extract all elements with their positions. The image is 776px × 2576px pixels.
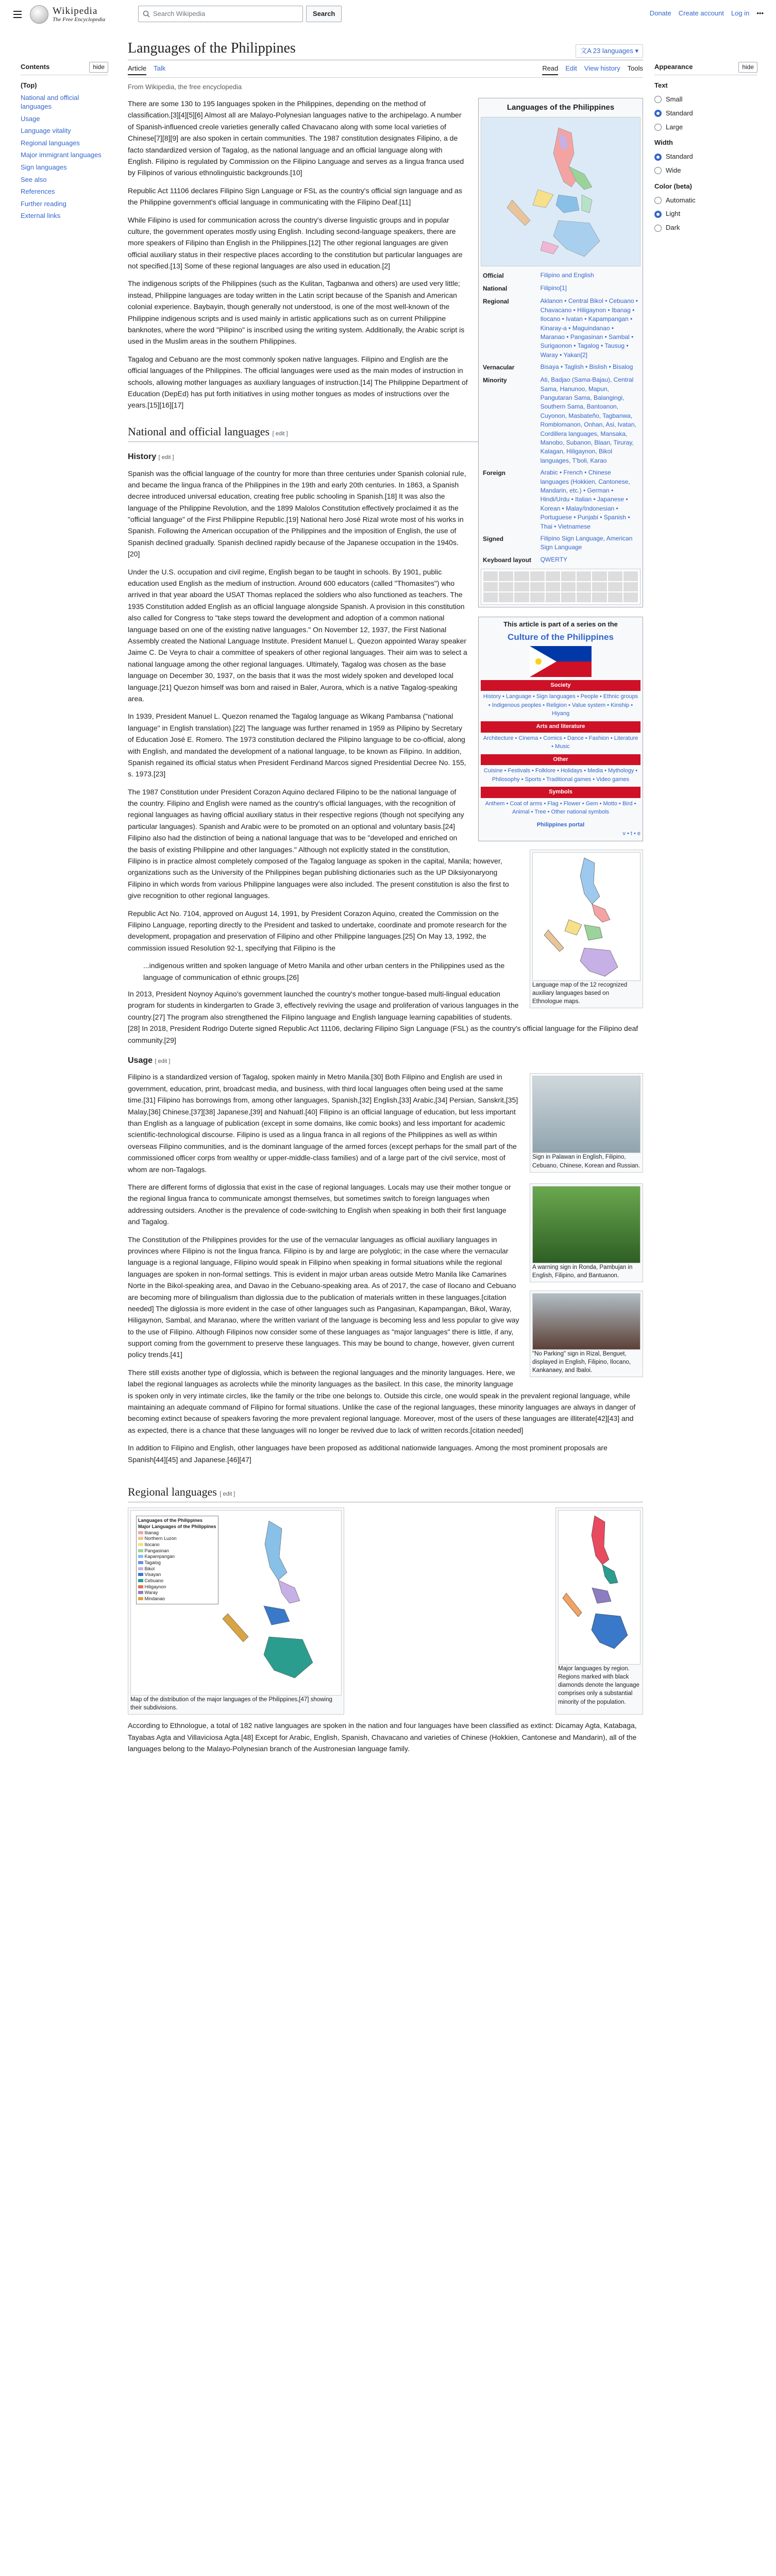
more-menu-icon[interactable]: ••• [756,9,764,17]
regional-paragraph: According to Ethnologue, a total of 182 native languages are spoken in the nation and four languages have been classified as extinct: Dicamay Agta, Katabaga, Tayabas Agta and Villaviciosa Agta.[48] Except for Arabic, English, Spanish, Chavacano and varieties of Chinese (Hokkien, Cantonese and Mandarin), all of the languages belong to the Malayo-Polynesian branch of the Austronesian language family. [128,1721,637,1753]
philippine-flag-icon [530,646,592,677]
radio-label: Automatic [666,196,696,204]
lead-paragraph: The indigenous scripts of the Philippines (such as the Kulitan, Tagbanwa and others) are used very little; instead, Philippine languages are today written in the Latin script because of the Spanish and American colonial experience. Baybayin, though generally not understood, is one of the most well-known of the Philippine indigenous scripts and is used mainly in artistic applications such as on current Philippine banknotes, where the word "Pilipino" is inscribed using the writing system. Additionally, the Arabic script is used in the Muslim areas in the southern Philippines. [128,279,465,346]
radio-standard[interactable] [654,108,757,119]
lead-paragraph: Tagalog and Cebuano are the most commonly spoken native languages. Filipino and English are the official languages of the Philippines. The official languages were used as the main modes of instruction in schools, allowing mother languages as auxiliary languages of instruction.[14] The Philippine Department of Education (DepEd) has put forth initiatives in using mother tongues as modes of instructions over the years.[15][16][17] [128,354,468,410]
search-placeholder: Search Wikipedia [153,9,206,18]
toc-item[interactable]: External links [21,212,61,220]
section-title: Regional languages [128,1485,217,1498]
tagline: The Free Encyclopedia [53,16,106,23]
navbox-section-heading: Other [481,754,640,766]
sign-figure-no-parking [530,1291,643,1377]
lead-paragraph: There are some 130 to 195 languages spoken in the Philippines, depending on the method of classification.[3][4][5][6] Almost all are Malayo-Polynesian languages native to the archipelago. A number of Spanish-influenced creole varieties generally called Chavacano along with some local varieties of Chinese[7][8][9] are also spoken in certain communities. The 1987 constitution designates Filipino, a de facto standardized version of Tagalog, as the national language and an official language along with English. Filipino is regulated by Commission on the Filipino Language and serves as a lingua franca used by Filipinos of various ethnolinguistic backgrounds.[10] [128,99,464,177]
appearance-header [654,62,757,75]
radio-label: Standard [666,109,693,117]
infobox-key: Vernacular [483,364,515,371]
regional-map-image-1[interactable] [130,1510,342,1696]
lead-paragraph: While Filipino is used for communication across the country's diverse linguistic groups and in popular culture, the government operates mostly using English. Including second-language speakers, there are more speakers of Filipino than English in the Philippines.[12] The other regional languages are given official auxiliary status in their respective places according to the constitution but particular languages are not specified.[13] Some of these regional languages are also used in education.[2] [128,215,463,270]
radio-automatic[interactable] [654,195,757,206]
search-icon [143,10,150,18]
regional-gallery [128,1507,643,1715]
toc-item[interactable]: References [21,188,55,196]
navbox-section-heading: Society [481,680,640,691]
history-paragraph: In 2013, President Noynoy Aquino's government launched the country's mother tongue-based multi-lingual education program for students in kindergarten to Grade 3, effectively reviving the usage and proliferation of various languages in the country.[27] The program also strengthened the Filipino language and English language learning capabilities of students.[28] In 2018, President Rodrigo Duterte signed Republic Act 11106, declaring Filipino Sign Language (FSL) as the country's official language for the Filipino deaf community.[29] [128,989,638,1044]
infobox-key: Minority [483,377,507,384]
infobox-table [481,269,640,567]
subsection-title: Usage [128,1056,153,1065]
infobox-key: Keyboard layout [483,556,532,564]
navbox-section-links[interactable]: Anthem • Coat of arms • Flag • Flower • Gem • Motto • Bird • Animal • Tree • Other national symbols [485,800,636,816]
infobox-row [481,374,640,467]
usage-paragraph: In addition to Filipino and English, other languages have been proposed as additional nationwide languages. Among the most prominent proposals are Spanish[44][45] and Japanese.[46][47] [128,1444,608,1464]
radio-width-wide[interactable] [654,165,757,176]
legend-title: Languages of the Philippines [138,1518,203,1523]
history-paragraph: Spanish was the official language of the country for more than three centuries under Spanish colonial rule, and became the lingua franca of the Philippines in the 19th and early 20th centuries. In 1863, a Spanish decree introduced universal education, creating free public schooling in Spanish.[18] It was also the language of the Philippine Revolution, and the 1899 Malolos Constitution effectively proclaimed it as the "official language" of the First Philippine Republic.[19] National hero José Rizal wrote most of his works in Spanish. Following the American occupation of the Philippines and the imposition of English, the use of Spanish declined gradually. Spanish declined rapidly because of the Japanese occupation in the 1940s.[20] [128,469,466,558]
tab-tools[interactable]: Tools [627,64,643,73]
radio-light[interactable] [654,209,757,219]
navbox-section-links[interactable]: Cuisine • Festivals • Folklore • Holidays • Media • Mythology • Philosophy • Sports • Traditional games • Video games [483,768,638,783]
width-label: Width [654,139,673,147]
edit-link[interactable]: [ edit ] [220,1490,235,1497]
infobox-row [481,361,640,374]
no-parking-sign-image[interactable] [532,1293,640,1350]
lead-paragraph: Republic Act 11106 declares Filipino Sign Language or FSL as the country's official sign language and as the Philippine government's official language in communicating with the Filipino Deaf.[11] [128,186,462,207]
navbox-head: This article is part of a series on the [503,620,618,628]
radio-small[interactable] [654,94,757,105]
palawan-sign-image[interactable] [532,1076,640,1153]
regional-map-graphic-2 [559,1511,641,1660]
table-of-contents [21,62,108,222]
wordmark: Wikipedia [53,6,98,17]
culture-navbox [478,617,643,841]
title-row [128,39,643,60]
tab-talk[interactable]: Talk [154,64,166,73]
radio-label: Light [666,210,681,218]
page-title: Languages of the Philippines [128,40,296,56]
legend-item: Visayan [138,1572,216,1578]
toc-header [21,62,108,75]
tab-article[interactable]: Article [128,63,146,75]
globe-icon [30,5,48,24]
radio-icon [654,211,662,218]
section-title: National and official languages [128,425,270,438]
regional-map-figure-1 [128,1507,344,1715]
toc-item[interactable]: National and official languages [21,93,79,111]
history-paragraph: Republic Act No. 7104, approved on August 14, 1991, by President Corazon Aquino, created the Commission on the Filipino Language, reporting directly to the President and tasked to undertake, coordinate and promote research for the development, propagation and preservation of Filipino and other Philippine languages.[25] On May 13, 1992, the commission issued Resolution 92-1, specifying that Filipino is the [128,909,507,952]
regional-map-graphic-1 [212,1516,336,1691]
warning-sign-image[interactable] [532,1186,640,1263]
infobox-key: Regional [483,298,509,306]
usage-paragraph: Filipino is a standardized version of Tagalog, spoken mainly in Metro Manila.[30] Both Filipino and English are used in government, education, print, broadcast media, and business, with third local languages often being used at the same time.[31] Filipino has borrowings from, among other languages, Spanish,[32] English,[33] Arabic,[34] Persian, Sanskrit,[35] Malay,[36] Chinese,[37][38] Japanese,[39] and Nahuatl.[40] Filipino is an official language of education, but less important than English as a language of publication (except in some domains, like comic books) and less important for academic scientific-technological discourse. Filipino is used as a lingua franca in all regions of the Philippines as well as within overseas Filipino communities, and is the dominant language of the armed forces (except perhaps for the small part of the commissioned officer corps from wealthy or upper-middle-class families) and of a large part of the civil service, most of whom are non-Tagalogs. [128,1073,518,1174]
infobox-value[interactable]: Arabic • French • Chinese languages (Hokkien, Cantonese, Mandarin, etc.) • German • Hindi/Urdu • Italian • Japanese • Korean • Malay/Indonesian • Portuguese • Punjabi • Spanish • Thai • Vietnamese [540,469,630,530]
toc-hide-button[interactable]: hide [89,62,108,73]
legend-item: Bikol [138,1566,216,1572]
section-heading [128,1483,643,1502]
radio-icon [654,197,662,204]
language-map-image[interactable] [532,852,640,981]
navbox-section-heading: Arts and literature [481,721,640,733]
toc-item[interactable]: Regional languages [21,139,80,147]
history-paragraph: The 1987 Constitution under President Corazon Aquino declared Filipino to be the national language of the country. Filipino and English were named as the country's official languages, with the recognition of regional languages as having official auxiliary status in their respective regions (though not specifying any particular languages). Spanish and Arabic were to be promoted on an optional and voluntary basis.[24] Filipino also had the distinction of being a national language that was to be "developed and enriched on the basis of existing Philippine and other languages." Although not explicitly stated in the constitution, Filipino is in practice almost completely composed of the Tagalog language as spoken in the capital, Manila; however, organizations such as the University of the Philippines began publishing dictionaries such as the UP Diksiyonaryong Filipino in which words from various Philippine languages were also included. The present constitution is also the first to give recognition to other regional languages. [128,787,509,900]
infobox-value[interactable]: Aklanon • Central Bikol • Cebuano • Chavacano • Hiligaynon • Ibanag • Ilocano • Ivatan • Kapampangan • Kinaray-a • Maguindanao • Maranao • Pangasinan • Sambal • Surigaonon • Tagalog • Tausug • Waray • Yakan[2] [540,297,638,359]
radio-dark[interactable] [654,223,757,233]
donate-link[interactable]: Donate [649,9,671,17]
infobox-key: Foreign [483,469,505,477]
sign-figure-palawan [530,1073,643,1172]
legend-item: Northern Luzon [138,1536,216,1542]
appearance-hide-button[interactable]: hide [738,62,757,73]
toc-item[interactable]: Language vitality [21,127,71,135]
toc-title: Contents [21,63,50,71]
infobox-value[interactable]: Ati, Badjao (Sama-Bajau), Central Sama, Hanunoo, Mapun, Pangutaran Sama, Balangingi, Southern Sama, Bantoanon, Cuyonon, Masbateño, Tagbanwa, Romblomanon, Onhan, Asi, Ivatan, Cordillera languages, Mansaka, Manobo, Subanon, Blaan, Tiruray, Kalagan, Hiligaynon, Bikol languages, T'boli, Karao [540,376,636,464]
legend-subtitle: Major Languages of the Philippines [138,1523,216,1529]
legend-item: Hiligaynon [138,1584,216,1590]
tab-edit[interactable]: Edit [565,64,577,73]
legend-item: Ilocano [138,1542,216,1548]
legend-item: Kapampangan [138,1554,216,1560]
radio-icon [654,167,662,174]
blockquote: ...indigenous written and spoken language of Metro Manila and other urban centers in the Philippines used as the language of communication of ethnic groups.[26] [143,961,505,981]
figure-caption: Sign in Palawan in English, Filipino, Cebuano, Chinese, Korean and Russian. [532,1154,640,1169]
vte-links[interactable]: v • t • e [622,831,640,837]
subsection-title: History [128,452,157,461]
infobox-row [481,533,640,554]
map-legend [136,1516,218,1604]
toc-item[interactable]: Usage [21,114,40,123]
toc-item[interactable]: See also [21,175,47,183]
search-input[interactable] [138,6,303,22]
subsection-heading [128,1054,643,1067]
figure-caption: "No Parking" sign in Rizal, Benguet, displayed in English, Filipino, Ilocano, Kankanaey, and Ibaloi. [532,1351,631,1374]
infobox-row [481,554,640,567]
radio-label: Standard [666,152,693,161]
philippines-map-graphic [481,117,640,266]
sign-figure-warning [530,1183,643,1282]
create-account-link[interactable]: Create account [678,9,724,17]
radio-width-standard[interactable] [654,151,757,162]
languages-count: 23 languages [593,46,633,55]
navbox-title[interactable]: Culture of the Philippines [508,632,614,642]
navbox-section-links[interactable]: Architecture • Cinema • Comics • Dance • Fashion • Literature • Music [483,735,638,750]
radio-label: Dark [666,224,680,232]
infobox-value[interactable]: Filipino and English [540,271,594,279]
infobox-row [481,467,640,533]
legend-item: Waray [138,1590,216,1596]
figure-caption: Map of the distribution of the major languages of the Philippines,[47] showing their subdivisions. [130,1697,332,1711]
history-paragraph: Under the U.S. occupation and civil regime, English began to be taught in schools. By 1901, public education used English as the medium of instruction. Around 600 educators (called "Thomasites") who arrived in that year aboard the USAT Thomas replaced the soldiers who also functioned as teachers. The 1935 Constitution added English as an official language alongside Spanish. A provision in this constitution also called for Congress to "take steps toward the development and adoption of a common national language based on one of the existing native languages." On November 12, 1937, the First National Assembly created the National Language Institute. President Manuel L. Quezon appointed Waray speaker Jaime C. De Veyra to chair a committee of speakers of other regional languages. Their aim was to select a national language among the other regional languages. Ultimately, Tagalog was chosen as the base language on December 30, 1937, on the basis that it was the most widely spoken and developed local language.[21] Quezon himself was born and raised in Baler, Aurora, which is a native Tagalog-speaking area. [128,567,467,703]
toc-item[interactable]: Major immigrant languages [21,151,102,159]
radio-icon [654,154,662,161]
toc-item[interactable]: Further reading [21,199,66,208]
radio-icon [654,124,662,131]
language-map-figure [530,850,643,1008]
article [128,39,643,1761]
tab-view-history[interactable]: View history [584,64,620,73]
infobox-value[interactable]: QWERTY [540,555,568,563]
figure-caption: Major languages by region. Regions marked with black diamonds denote the language comprises only a substantial minority of the population. [558,1666,639,1705]
site-header [0,0,776,29]
portal-link[interactable]: Philippines portal [536,821,585,828]
legend-item: Ibanag [138,1530,216,1536]
figure-caption: A warning sign in Ronda, Pambujan in English, Filipino, and Bantuanon. [532,1264,633,1279]
page-tabs [128,63,643,78]
color-label: Color (beta) [654,182,692,190]
legend-item: Tagalog [138,1560,216,1566]
infobox-key: Signed [483,535,504,543]
radio-icon [654,96,662,103]
keyboard-layout-image[interactable] [481,569,640,605]
login-link[interactable]: Log in [731,9,750,17]
usage-paragraph: The Constitution of the Philippines provides for the use of the vernacular languages as official auxiliary languages in provinces where Filipino is not the lingua franca. Filipino is by and large are polyglotic; in the case where the vernacular language is a regional language, Filipino would speak in Filipino when speaking in formal situations while the regional languages are spoken in non-formal settings. This is evident in major urban areas outside Metro Manila like Camarines Norte in the Bikol-speaking area, and Davao in the Cebuano-speaking area. As of 2017, the case of Ilocano and Cebuano are becoming more of bilingualism than diglossia due to the publication of materials written in these languages.[citation needed] The diglossia is more evident in the case of other languages such as Pangasinan, Kapampangan, Bikol, Waray, Hiligaynon, Sambal, and Maranao, where the written variant of the language is becoming less and less popular to give way to the use of Filipino. Although Filipinos now consider some of these languages as "major languages" there is little, if any, support coming from the government to preserve these languages. This may be bound to change, however, given current policy trends.[41] [128,1235,519,1359]
infobox-value[interactable]: Filipino[1] [540,284,567,292]
radio-label: Wide [666,166,681,174]
navbox-section-heading: Symbols [481,787,640,798]
radio-label: Small [666,95,683,103]
user-links [650,8,764,19]
edit-link[interactable]: [ edit ] [155,1058,171,1064]
usage-paragraph: There still exists another type of diglossia, which is between the regional languages and the minority languages. Here, we label the regional languages as acrolects while the minority languages as the basilect. In this case, the minority language is spoken only in very intimate circles, like the family or the tribe one belongs to. Outside this circle, one would speak in the prevalent regional language, while maintaining an adequate command of Filipino for formal situations. Unlike the case of the regional languages, these minority languages are always in danger of becoming extinct because of speakers favoring the more prevalent regional language. Moreover, most of the users of these languages are illiterate[42][43] and as expected, there is a chance that these languages will no longer be revived due to lack of written records.[citation needed] [128,1368,636,1434]
radio-label: Large [666,123,683,131]
radio-icon [654,225,662,232]
radio-large[interactable] [654,122,757,133]
search-button[interactable]: Search [306,6,342,22]
figure-caption: Language map of the 12 recognized auxiliary languages based on Ethnologue maps. [532,981,628,1005]
main-menu-icon[interactable] [10,7,25,22]
infobox-key: National [483,285,508,293]
legend-item: Mindanao [138,1596,216,1602]
legend-item: Pangasinan [138,1548,216,1554]
regional-map-image-2[interactable] [558,1510,640,1665]
history-paragraph: In 1939, President Manuel L. Quezon renamed the Tagalog language as Wikang Pambansa ("national language" in English translation).[22] The language was further renamed in 1959 as Pilipino by Secretary of Education José E. Romero. The 1973 constitution declared the Pilipino language to be co-official, along with English, and mandated the development of a national language, to be known as Filipino. In addition, Spanish regained its official status when President Ferdinand Marcos signed Presidential Decree No. 155, s. 1973.[23] [128,712,466,778]
infobox-row [481,269,640,282]
infobox-row [481,282,640,295]
infobox-title: Languages of the Philippines [507,103,615,112]
toc-item[interactable]: (Top) [21,81,37,90]
appearance-panel [654,62,757,236]
regional-map-figure-2 [555,1507,643,1715]
tagline-from: From Wikipedia, the free encyclopedia [128,83,242,91]
tab-read[interactable]: Read [542,63,558,75]
edit-link[interactable]: [ edit ] [272,430,288,437]
edit-link[interactable]: [ edit ] [158,454,174,461]
radio-icon [654,110,662,117]
infobox-value[interactable]: Filipino Sign Language, American Sign Language [540,534,633,551]
appearance-title: Appearance [654,63,693,71]
infobox-map[interactable] [481,117,640,266]
languages-button[interactable]: 文A 23 languages ▾ [576,44,643,58]
infobox-value[interactable]: Bisaya • Taglish • Bislish • Bisalog [540,363,633,371]
wikipedia-logo[interactable] [30,5,105,24]
infobox-key: Official [483,272,504,279]
auxiliary-languages-map-graphic [533,853,641,980]
usage-paragraph: There are different forms of diglossia that exist in the case of regional languages. Locals may use their mother tongue or the regional lingua franca to communicate amongst themselves, but sometimes switch to foreign languages when addressing outsiders. Another is the prevalence of code-switching to English when speaking in both their first language and Tagalog. [128,1183,511,1226]
article-body [128,98,643,1755]
infobox [478,98,643,607]
navbox-section-links[interactable]: History • Language • Sign languages • People • Ethnic groups • Indigenous peoples • Religion • Value system • Kinship • Hiyang [483,693,638,717]
toc-item[interactable]: Sign languages [21,163,67,172]
legend-item: Cebuano [138,1578,216,1584]
text-size-label: Text [654,81,668,90]
infobox-row [481,295,640,361]
